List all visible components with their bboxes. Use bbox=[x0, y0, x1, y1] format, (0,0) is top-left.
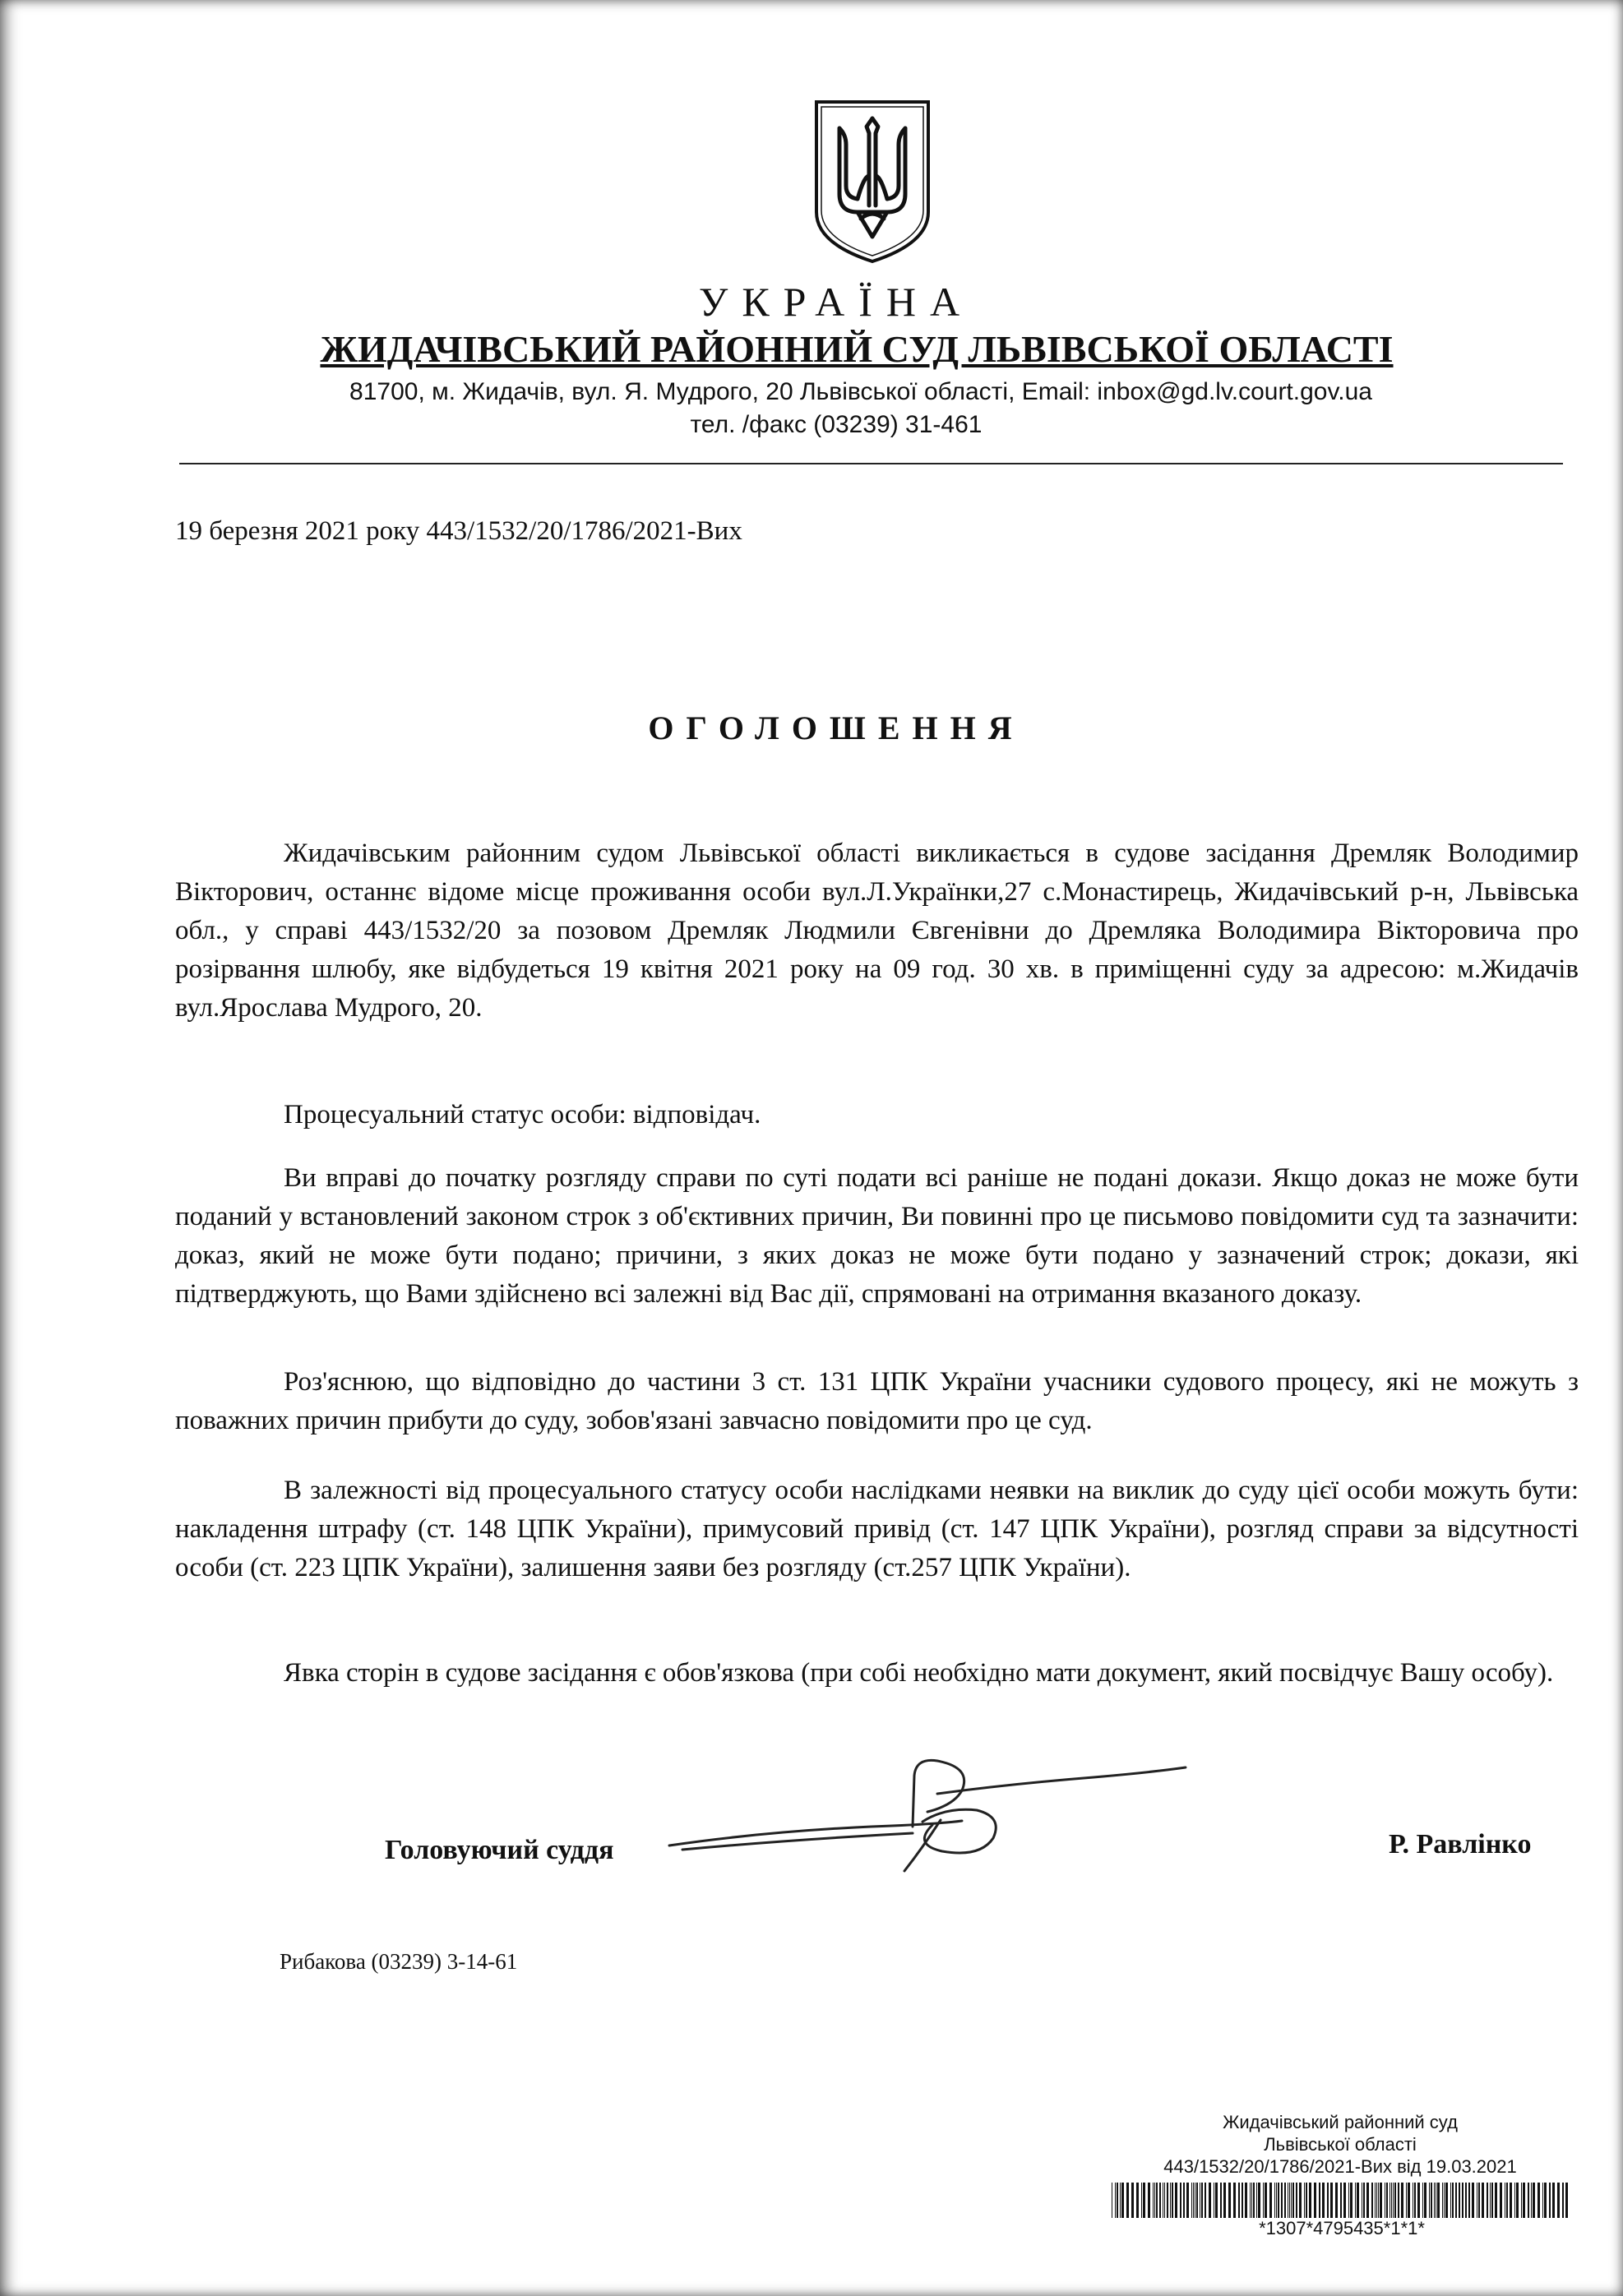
court-address: 81700, м. Жидачів, вул. Я. Мудрого, 20 Львівської області, Email: inbox@gd.lv.court.gov.ua bbox=[349, 378, 1372, 405]
court-name: ЖИДАЧІВСЬКИЙ РАЙОННИЙ СУД ЛЬВІВСЬКОЇ ОБЛАСТІ bbox=[320, 328, 1394, 370]
evidence-paragraph: Ви вправі до початку розгляду справи по суті подати всі раніше не подані докази. Якщо доказ не може бути поданий у встановлений законом строк з об'єктивних причин, Ви повинні про це письмово повідомити суд та зазначити: доказ, який не може бути подано; причини, з яких доказ не може бути подано у зазначений строк; докази, які підтверджують, що Вами здійснено всі залежні від Вас дії, спрямовані на отримання вказаного доказу. bbox=[175, 1163, 1579, 1309]
trident-emblem-icon bbox=[810, 97, 935, 266]
executor-contact: Рибакова (03239) 3-14-61 bbox=[280, 1949, 518, 1974]
header-divider bbox=[179, 463, 1563, 464]
summons-paragraph: Жидачівським районним судом Львівської області викликається в судове засідання Дремляк Володимир Вікторович, останнє відоме місце проживання особи вул.Л.Українки,27 с.Монастирець, Жидачівський р-н, Львівська обл., у справі 443/1532/20 за позовом Дремляк Людмили Євгенівни до Дремляка Володимира Вікторовича про розірвання шлюбу, яке відбудеться 19 квітня 2021 року на 09 год. 30 хв. в приміщенні суду за адресою: м.Жидачів вул.Ярослава Мудрого, 20. bbox=[175, 838, 1579, 1023]
stamp-registration-number: 443/1532/20/1786/2021-Вих від 19.03.2021 bbox=[1163, 2156, 1517, 2177]
barcode-number: *1307*4795435*1*1* bbox=[1259, 2218, 1425, 2238]
barcode bbox=[1112, 2183, 1572, 2218]
stamp-region: Львівської області bbox=[1264, 2134, 1417, 2155]
registration-stamp bbox=[1110, 2111, 1570, 2178]
court-phone: тел. /факс (03239) 31-461 bbox=[690, 411, 983, 438]
document-title: ОГОЛОШЕННЯ bbox=[648, 709, 1024, 746]
handwritten-signature bbox=[666, 1743, 1192, 1878]
consequences-paragraph: В залежності від процесуального статусу особи наслідками неявки на виклик до суду цієї особи можуть бути: накладення штрафу (ст. 148 ЦПК України), примусовий привід (ст. 147 ЦПК України), розгляд справи за відсутності особи (ст. 223 ЦПК України), залишення заяви без розгляду (ст.257 ЦПК України). bbox=[175, 1476, 1579, 1582]
notice-paragraph: Роз'яснюю, що відповідно до частини 3 ст. 131 ЦПК України учасники судового процесу, які не можуть з поважних причин прибути до суду, зобов'язані завчасно повідомити про це суд. bbox=[175, 1367, 1579, 1435]
judge-title: Головуючий суддя bbox=[385, 1835, 614, 1865]
stamp-court-name: Жидачівський районний суд bbox=[1223, 2112, 1458, 2132]
procedural-status-paragraph: Процесуальний статус особи: відповідач. bbox=[284, 1100, 761, 1130]
date-reference-line: 19 березня 2021 року 443/1532/20/1786/2021-Вих bbox=[175, 516, 742, 546]
country-name: УКРАЇНА bbox=[698, 279, 974, 325]
judge-name: Р. Равлінко bbox=[1389, 1829, 1532, 1859]
attendance-paragraph: Явка сторін в судове засідання є обов'язкова (при собі необхідно мати документ, який посвідчує Вашу особу). bbox=[284, 1658, 1554, 1688]
